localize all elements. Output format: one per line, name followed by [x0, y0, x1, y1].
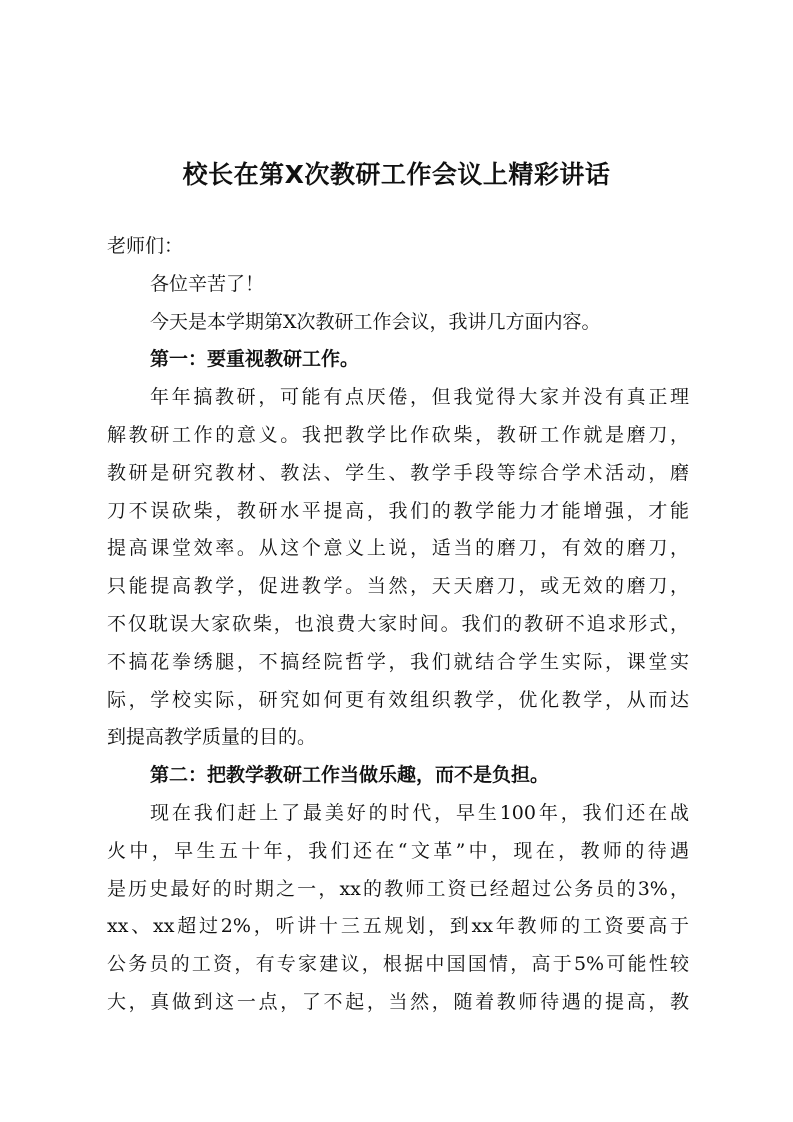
text-line: xx、xx超过2%，听讲十三五规划，到xx年教师的工资要高于 — [107, 915, 689, 938]
text-line: 现在我们赶上了最美好的时代，早生100年，我们还在战 — [150, 801, 689, 824]
text-line: 火中，早生五十年，我们还在“文革”中，现在，教师的待遇 — [107, 839, 689, 862]
text-line: 教研是研究教材、教法、学生、教学手段等综合学术活动，磨 — [107, 461, 689, 484]
salutation — [107, 228, 689, 266]
text-line: 各位辛苦了！ — [150, 272, 265, 295]
text-line: 只能提高教学，促进教学。当然，天天磨刀，或无效的磨刀， — [107, 575, 689, 598]
paragraph — [107, 266, 689, 304]
paragraph — [107, 379, 689, 757]
text-line: 不仅耽误大家砍柴，也浪费大家时间。我们的教研不追求形式， — [107, 612, 689, 635]
paragraph — [107, 795, 689, 1022]
text-line: 是历史最好的时期之一，xx的教师工资已经超过公务员的3%， — [107, 877, 689, 900]
text-line: 年年搞教研，可能有点厌倦，但我觉得大家并没有真正理 — [150, 386, 689, 409]
text-line: 大，真做到这一点，了不起，当然，随着教师待遇的提高，教 — [107, 990, 689, 1013]
paragraph — [107, 304, 689, 342]
text-line: 提高课堂效率。从这个意义上说，适当的磨刀，有效的磨刀， — [107, 537, 689, 560]
text-line: 解教研工作的意义。我把教学比作砍柴，教研工作就是磨刀， — [107, 423, 689, 446]
section-heading — [107, 757, 689, 795]
text-line: 第一：要重视教研工作。 — [150, 348, 360, 371]
text-line: 第二：把教学教研工作当做乐趣，而不是负担。 — [150, 764, 550, 787]
text-line: 际，学校实际，研究如何更有效组织教学，优化教学，从而达 — [107, 688, 689, 711]
text-line: 不搞花拳绣腿，不搞经院哲学，我们就结合学生实际，课堂实 — [107, 650, 689, 673]
text-line: 到提高教学质量的目的。 — [107, 726, 317, 749]
section-heading — [107, 341, 689, 379]
document-title: 校长在第X次教研工作会议上精彩讲话 — [182, 160, 611, 189]
text-line: 老师们： — [107, 235, 184, 257]
document-body — [107, 228, 689, 1022]
text-line: 公务员的工资，有专家建议，根据中国国情，高于5%可能性较 — [107, 953, 689, 976]
text-line: 刀不误砍柴，教研水平提高，我们的教学能力才能增强，才能 — [107, 499, 689, 522]
text-line: 今天是本学期第X次教研工作会议，我讲几方面内容。 — [150, 310, 601, 333]
